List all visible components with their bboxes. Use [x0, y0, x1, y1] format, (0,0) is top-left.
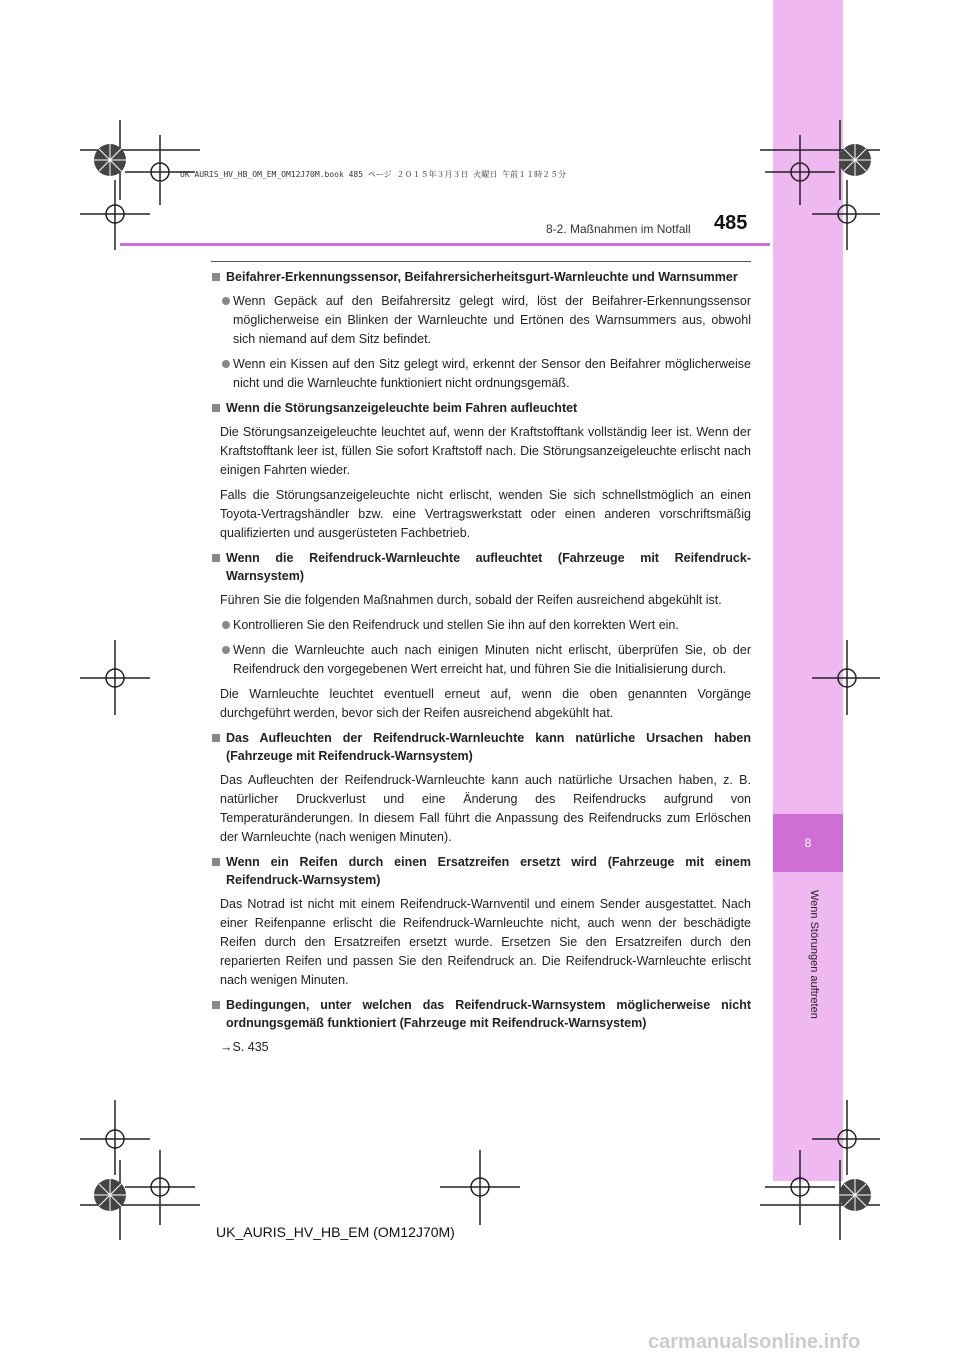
section-malfunction-light: [211, 399, 751, 543]
section-conditions: [211, 996, 751, 1057]
bullet-item: Wenn Gepäck auf den Beifahrersitz gelegt wird, löst der Beifahrer-Erkennungssensor möglicherweise ein Blinken der Warnleuchte und Ertönen des Warnsummers aus, obwohl sich niemand auf dem Sitz befindet.: [211, 292, 751, 349]
paragraph: Die Warnleuchte leuchtet eventuell erneut auf, wenn die oben genannten Vorgänge durchgeführt werden, bevor sich der Reifen ausreichend abgekühlt hat.: [220, 687, 751, 720]
section-heading: Das Aufleuchten der Reifendruck-Warnleuchte kann natürliche Ursachen haben (Fahrzeuge mit Reifendruck-Warnsystem): [211, 729, 751, 765]
bullet-item: Wenn ein Kissen auf den Sitz gelegt wird, erkennt der Sensor den Beifahrer möglicherweise nicht und die Warnleuchte funktioniert nicht ordnungsgemäß.: [211, 355, 751, 393]
paragraph: Falls die Störungsanzeigeleuchte nicht erlischt, wenden Sie sich schnellstmöglich an einen Toyota-Vertragshändler bzw. eine Vertragswerkstatt oder einen anderen vorschriftsmäßig qualifizierten und ausgerüsteten Fachbetrieb.: [220, 488, 751, 540]
section-natural-causes: [211, 729, 751, 847]
section-heading: Wenn die Störungsanzeigeleuchte beim Fahren aufleuchtet: [211, 399, 751, 417]
chapter-number: 8: [773, 814, 843, 872]
chapter-title: Wenn Störungen auftreten: [808, 890, 820, 1019]
page-content: [211, 268, 751, 1061]
paragraph: Die Störungsanzeigeleuchte leuchtet auf, wenn der Kraftstofftank vollständig leer ist. Wenn der Kraftstofftank leer ist, füllen Sie sofort Kraftstoff nach. Die Störungsanzeigeleuchte erlischt nach einigen Fahrten wieder.: [220, 425, 751, 477]
book-print-info: UK AURIS_HV_HB_OM_EM_OM12J70M.book 485 ページ ２０１５年３月３日 火曜日 午前１１時２５分: [180, 170, 567, 179]
section-title: 8-2. Maßnahmen im Notfall: [546, 222, 691, 236]
section-tire-pressure-light: [211, 549, 751, 723]
paragraph: Das Notrad ist nicht mit einem Reifendruck-Warnventil und einem Sender ausgestattet. Nach einer Reifenpanne erlischt die Reifendruck-Warnleuchte nicht, auch wenn der beschädigte Reifen durch den Ersatzreifen ersetzt wurde. Ersetzen Sie den Ersatzreifen durch den reparierten Reifen und passen Sie den Reifendruck an. Die Reifendruck-Warnleuchte erlischt nach wenigen Minuten.: [220, 897, 751, 987]
section-heading: Bedingungen, unter welchen das Reifendruck-Warnsystem möglicherweise nicht ordnungsgemäß funktioniert (Fahrzeuge mit Reifendruck-Warnsystem): [211, 996, 751, 1032]
bullet-item: Kontrollieren Sie den Reifendruck und stellen Sie ihn auf den korrekten Wert ein.: [211, 616, 751, 635]
footer-code: UK_AURIS_HV_HB_EM (OM12J70M): [216, 1224, 455, 1240]
section-spare-tire: [211, 853, 751, 990]
paragraph: Führen Sie die folgenden Maßnahmen durch, sobald der Reifen ausreichend abgekühlt ist.: [220, 593, 722, 607]
section-heading: Wenn ein Reifen durch einen Ersatzreifen ersetzt wird (Fahrzeuge mit einem Reifendruck-Warnsystem): [211, 853, 751, 889]
section-passenger-sensor: [211, 268, 751, 393]
bullet-item: Wenn die Warnleuchte auch nach einigen Minuten nicht erlischt, überprüfen Sie, ob der Reifendruck den vorgegebenen Wert erreicht hat, und führen Sie die Initialisierung durch.: [211, 641, 751, 679]
header-rule: [120, 243, 770, 246]
paragraph: Das Aufleuchten der Reifendruck-Warnleuchte kann auch natürliche Ursachen haben, z. B. natürlicher Druckverlust und eine Änderung des Reifendrucks aufgrund von Temperaturänderungen. In diesem Fall führt die Anpassung des Reifendrucks zum Erlöschen der Warnleuchte (nach wenigen Minuten).: [220, 773, 751, 844]
page-reference-link[interactable]: →S. 435: [220, 1040, 269, 1054]
section-heading: Wenn die Reifendruck-Warnleuchte aufleuchtet (Fahrzeuge mit Reifendruck-Warnsystem): [211, 549, 751, 585]
watermark: carmanualsonline.info: [648, 1331, 861, 1353]
section-heading: Beifahrer-Erkennungssensor, Beifahrersicherheitsgurt-Warnleuchte und Warnsummer: [211, 268, 751, 286]
content-rule: [211, 261, 751, 262]
page-number: 485: [714, 212, 748, 234]
